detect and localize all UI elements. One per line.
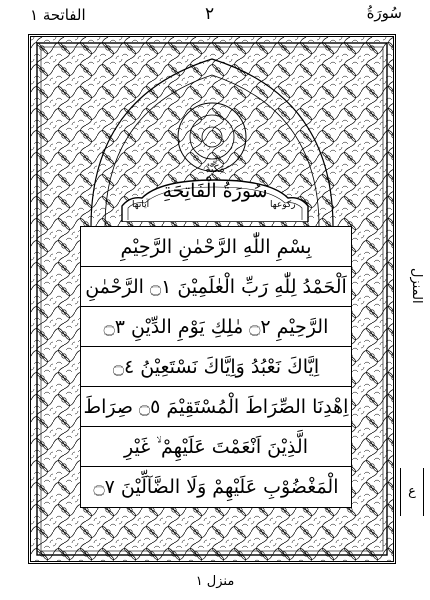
manzil-footer: منزل ١ (195, 574, 235, 589)
verse-line-3: الرَّحِيْمِ ۝٢ مٰلِكِ يَوْمِ الدِّيْنِ ۝٣ (81, 307, 351, 347)
verse-line-5: اِهْدِنَا الصِّرَاطَ الْمُسْتَقِيْمَ ۝٥ صِرَاطَ (81, 387, 351, 427)
surah-subtitle: مَكِّيَّةٌ (205, 164, 225, 175)
ruku-ain-marker: ع (400, 468, 424, 516)
ruku-count-label: رکوعها (270, 200, 296, 210)
surah-title: سُورَةُ الْفَاتِحَةِ (162, 180, 268, 202)
surah-label: سُورَةُ (366, 4, 402, 22)
page-header (0, 0, 430, 34)
verse-line-7: الْمَغْضُوْبِ عَلَيْهِمْ وَلَا الضَّآلِّيْنَ ۝٧ (93, 476, 339, 498)
ayat-count-label: آیاتها (132, 200, 150, 210)
verse-line-6: الَّذِيْنَ اَنْعَمْتَ عَلَيْهِمْ ۙ غَيْرِ (81, 427, 351, 467)
page-number: ٢ (205, 4, 215, 24)
verse-line-1: بِسْمِ اللّٰهِ الرَّحْمٰنِ الرَّحِيْمِ (81, 227, 351, 267)
manzil-margin-label: المنزل (409, 268, 424, 304)
verse-line-2: اَلْحَمْدُ لِلّٰهِ رَبِّ الْعٰلَمِيْنَ ۝١ الرَّحْمٰنِ (81, 267, 351, 307)
verse-panel (80, 226, 352, 508)
surah-name-header: الفاتحة ١ (30, 6, 86, 24)
verse-line-4: اِيَّاكَ نَعْبُدُ وَاِيَّاكَ نَسْتَعِيْنُ ۝٤ (81, 347, 351, 387)
